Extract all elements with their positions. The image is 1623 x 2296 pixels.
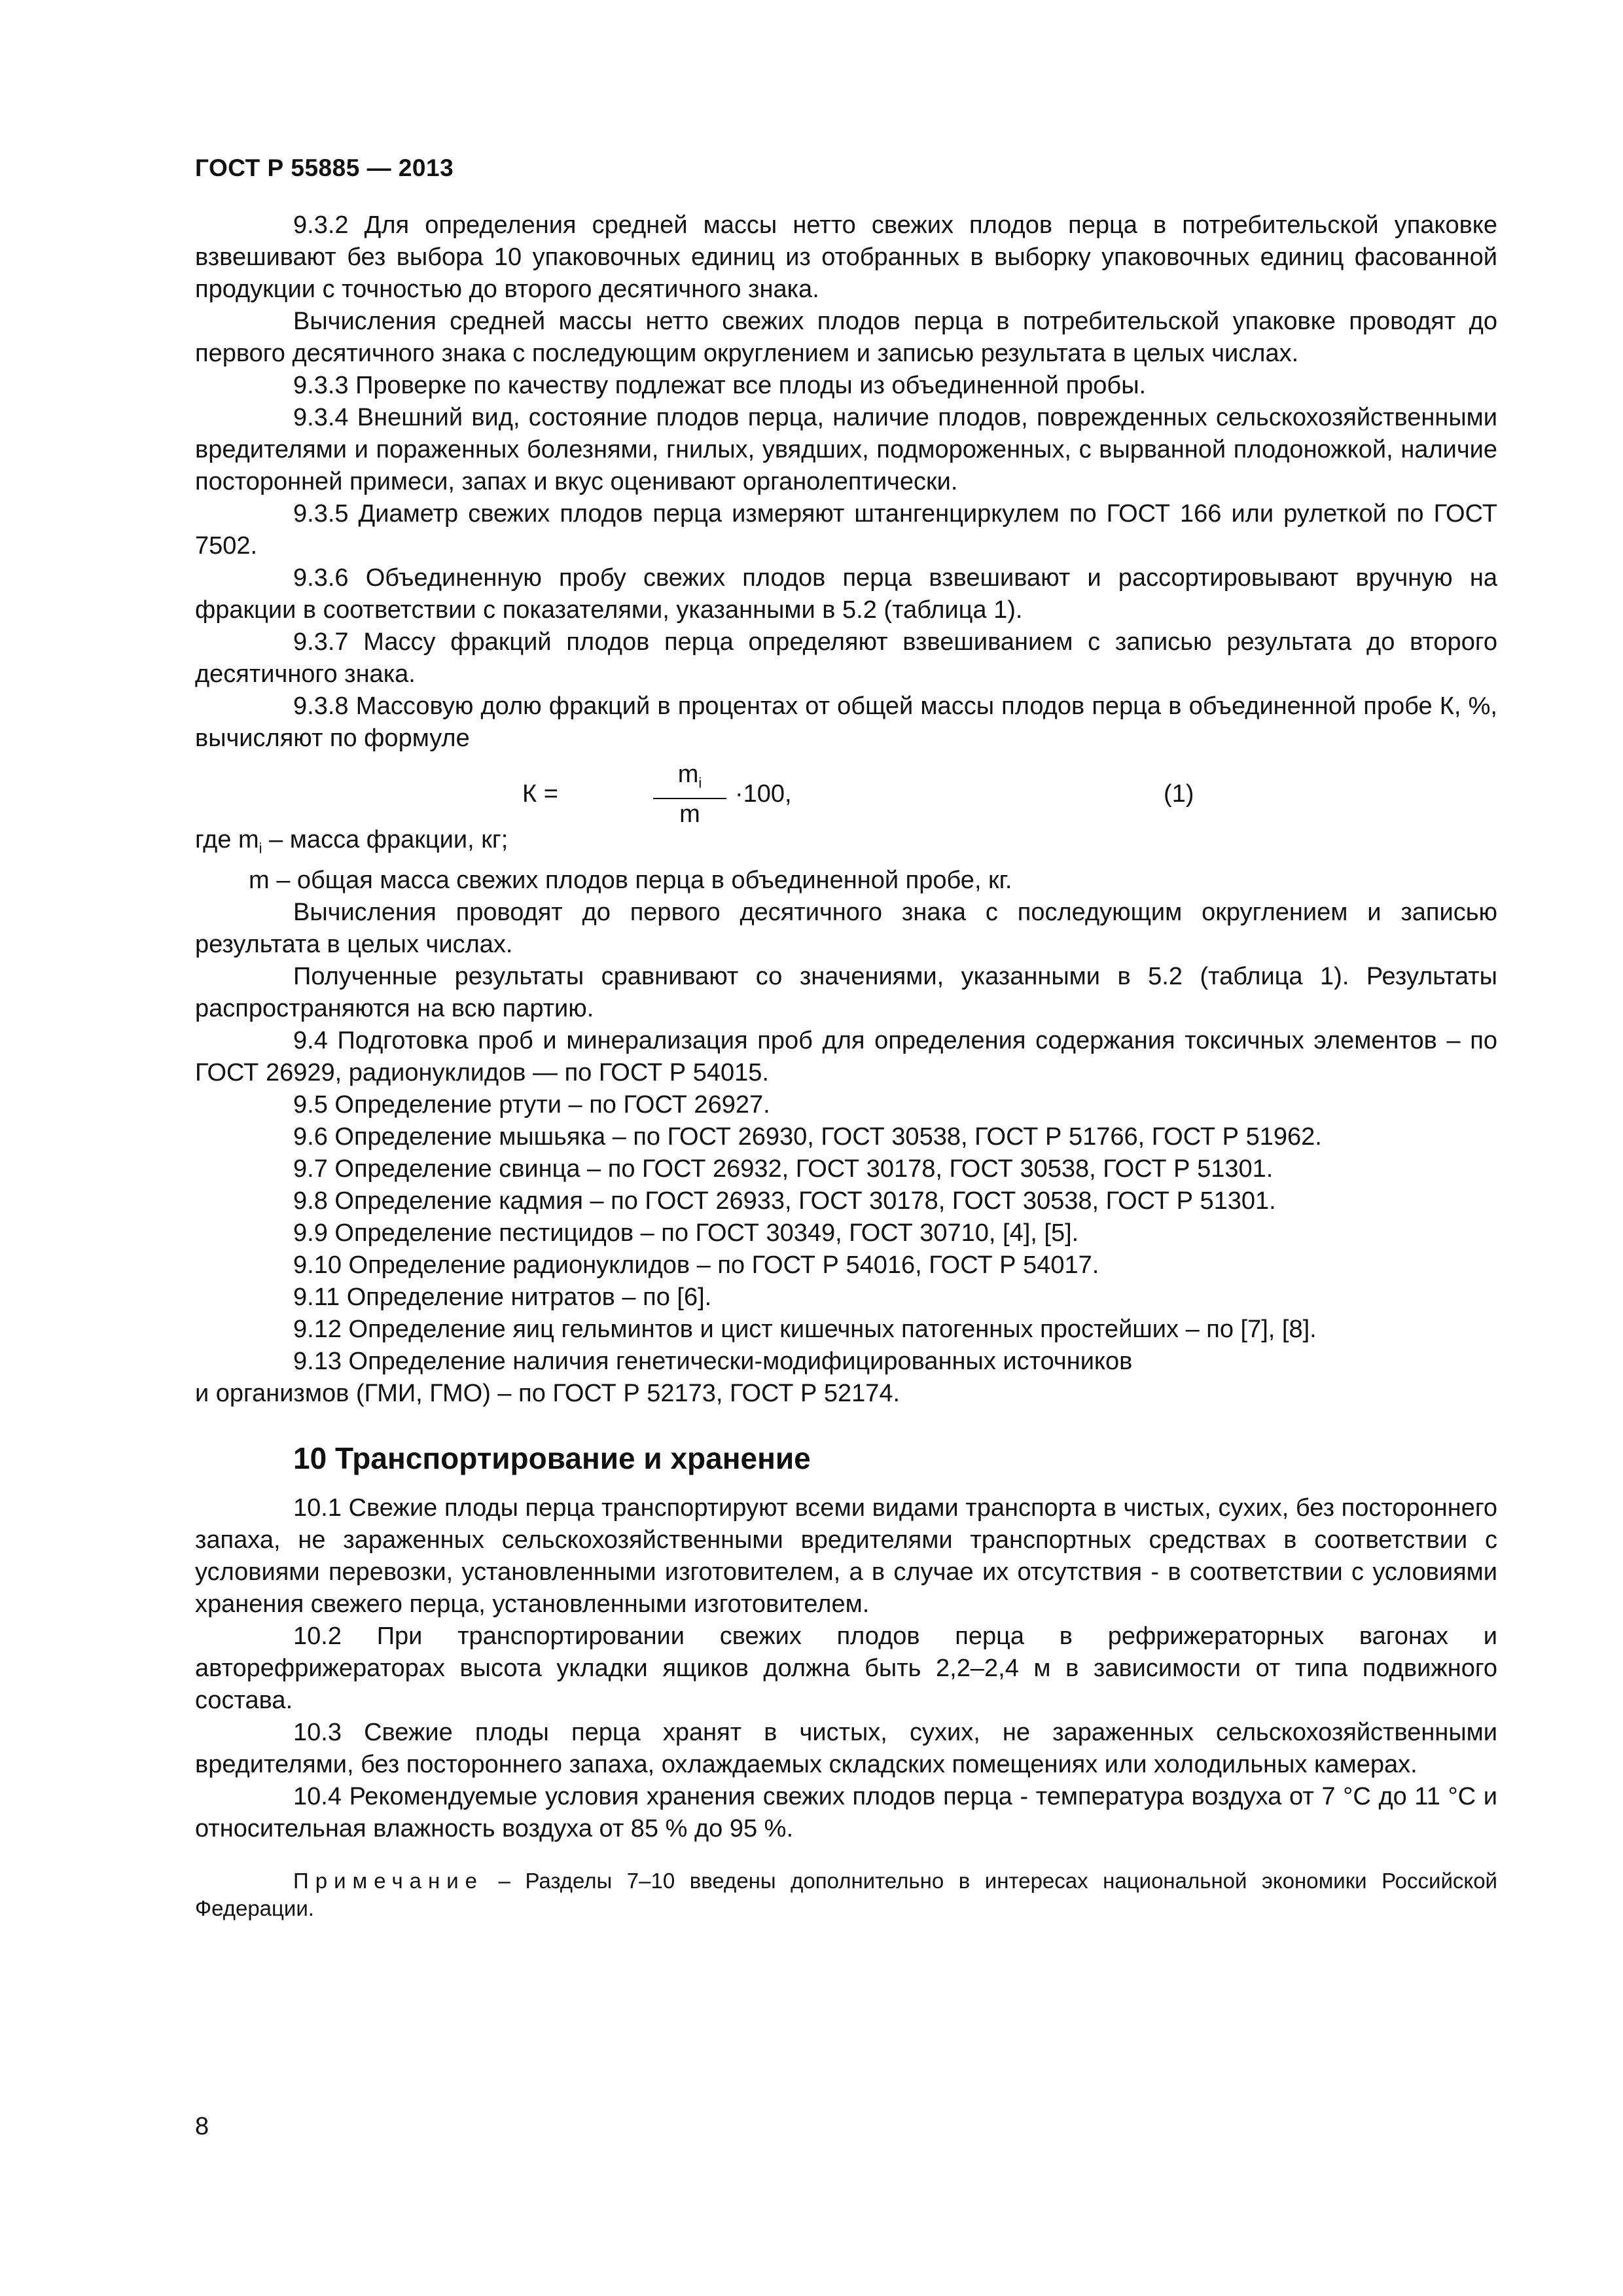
formula-denominator: m: [679, 800, 700, 828]
paragraph-9-3-8: 9.3.8 Массовую долю фракций в процентах от общей массы плодов перца в объединенной пробе К, %, вычисляют по формуле: [195, 692, 1497, 752]
paragraph-9-6: 9.6 Определение мышьяка – по ГОСТ 26930, ГОСТ 30538, ГОСТ Р 51766, ГОСТ Р 51962.: [293, 1122, 1322, 1151]
paragraph-9-5: 9.5 Определение ртути – по ГОСТ 26927.: [293, 1090, 770, 1119]
paragraph-9-13-cont: и организмов (ГМИ, ГМО) – по ГОСТ Р 52173, ГОСТ Р 52174.: [195, 1379, 901, 1407]
paragraph-9-11: 9.11 Определение нитратов – по [6].: [293, 1283, 712, 1311]
paragraph-9-3-4: 9.3.4 Внешний вид, состояние плодов перца, наличие плодов, поврежденных сельскохозяйственными вредителями и пораженных болезнями, гнилых, увядших, подмороженных, с вырванной плодоножкой, наличие посторонней примеси, запах и вкус оценивают органолептически.: [195, 404, 1497, 495]
paragraph-9-10: 9.10 Определение радионуклидов – по ГОСТ Р 54016, ГОСТ Р 54017.: [293, 1251, 1099, 1279]
formula-numerator-sub: i: [698, 774, 702, 791]
where-line-1: [195, 824, 1497, 865]
paragraph-10-2: 10.2 При транспортировании свежих плодов перца в рефрижераторных вагонах и авторефрижераторах высота укладки ящиков должна быть 2,2–2,4 м в зависимости от типа подвижного состава.: [195, 1622, 1497, 1714]
paragraph-10-4: 10.4 Рекомендуемые условия хранения свежих плодов перца - температура воздуха от 7 °С до 11 °С и относительная влажность воздуха от 85 % до 95 %.: [195, 1782, 1497, 1842]
paragraph-results: Полученные результаты сравнивают со значениями, указанными в 5.2 (таблица 1). Результаты распространяются на всю партию.: [195, 962, 1497, 1022]
paragraph-10-1: 10.1 Свежие плоды перца транспортируют всеми видами транспорта в чистых, сухих, без постороннего запаха, не зараженных сельскохозяйственными вредителями транспортных средствах в соответствии с условиями перевозки, установленными изготовителем, а в случае их отсутствия - в соответствии с условиями хранения свежего перца, установленными изготовителем.: [195, 1494, 1497, 1618]
paragraph-9-8: 9.8 Определение кадмия – по ГОСТ 26933, ГОСТ 30178, ГОСТ 30538, ГОСТ Р 51301.: [293, 1187, 1276, 1215]
paragraph-9-9: 9.9 Определение пестицидов – по ГОСТ 30349, ГОСТ 30710, [4], [5].: [293, 1219, 1079, 1247]
paragraph-9-3-2: 9.3.2 Для определения средней массы нетто свежих плодов перца в потребительской упаковке взвешивают без выбора 10 упаковочных единиц из отобранных в выборку упаковочных единиц фасованной продукции с точностью до второго десятичного знака.: [195, 211, 1497, 303]
page-number: 8: [195, 2113, 209, 2140]
formula-fraction: [653, 760, 726, 829]
formula-1: [195, 760, 1497, 828]
where-line-2: m – общая масса свежих плодов перца в объединенной пробе, кг.: [249, 866, 1012, 894]
paragraph-9-13: 9.13 Определение наличия генетически-модифицированных источников: [293, 1347, 1133, 1375]
paragraph-9-7: 9.7 Определение свинца – по ГОСТ 26932, ГОСТ 30178, ГОСТ 30538, ГОСТ Р 51301.: [293, 1155, 1274, 1183]
formula-number: (1): [1164, 780, 1194, 808]
paragraph-9-3-3: 9.3.3 Проверке по качеству подлежат все плоды из объединенной пробы.: [293, 372, 1147, 399]
document-header: ГОСТ Р 55885 — 2013: [195, 154, 454, 181]
formula-numerator: [653, 760, 726, 799]
where-var: где m: [195, 826, 259, 853]
section-10-heading: 10 Транспортирование и хранение: [293, 1441, 811, 1475]
note: [195, 1867, 1497, 1922]
paragraph-9-3-2-calc: Вычисления средней массы нетто свежих плодов перца в потребительской упаковке проводят до первого десятичного знака с последующим округлением и записью результата в целых числах.: [195, 308, 1497, 367]
formula-lhs: К =: [522, 780, 558, 808]
paragraph-9-3-5: 9.3.5 Диаметр свежих плодов перца измеряют штангенциркулем по ГОСТ 166 или рулеткой по ГОСТ 7502.: [195, 500, 1497, 560]
paragraph-10-3: 10.3 Свежие плоды перца хранят в чистых, сухих, не зараженных сельскохозяйственными вредителями, без постороннего запаха, охлаждаемых складских помещениях или холодильных камерах.: [195, 1718, 1497, 1778]
formula-numerator-var: m: [677, 761, 699, 788]
paragraph-9-3-7: 9.3.7 Массу фракций плодов перца определяют взвешиванием с записью результата до второго десятичного знака.: [195, 628, 1497, 688]
paragraph-9-4: 9.4 Подготовка проб и минерализация проб для определения содержания токсичных элементов – по ГОСТ 26929, радионуклидов — по ГОСТ Р 54015.: [195, 1026, 1497, 1086]
where-desc: – масса фракции, кг;: [262, 826, 508, 853]
paragraph-9-12: 9.12 Определение яиц гельминтов и цист кишечных патогенных простейших – по [7], [8].: [293, 1315, 1317, 1343]
paragraph-9-3-6: 9.3.6 Объединенную пробу свежих плодов перца взвешивают и рассортировывают вручную на фракции в соответствии с показателями, указанными в 5.2 (таблица 1).: [195, 564, 1497, 624]
page-body: [195, 209, 1497, 1922]
formula-multiplier: ·100,: [735, 780, 792, 808]
note-text: – Разделы 7–10 введены дополнительно в интересах национальной экономики Российской Федерации.: [195, 1868, 1497, 1920]
note-label: Примечание: [293, 1868, 484, 1893]
paragraph-calc: Вычисления проводят до первого десятичного знака с последующим округлением и записью результата в целых числах.: [195, 898, 1497, 958]
where-var-sub: i: [259, 840, 262, 857]
